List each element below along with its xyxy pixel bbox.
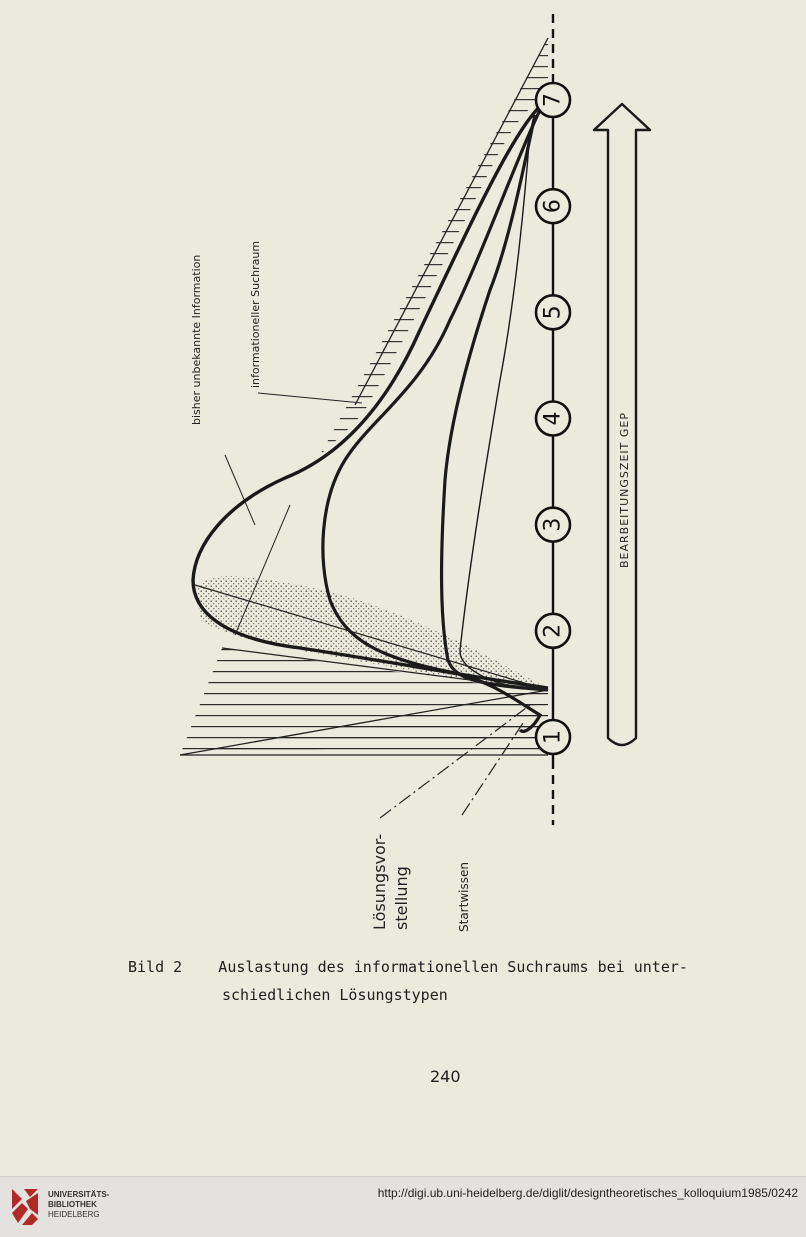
logo-line1: UNIVERSITÄTS- — [48, 1190, 110, 1199]
label-bearbeitungszeit: BEARBEITUNGSZEIT GEP — [618, 412, 631, 568]
stage-number: 3 — [540, 517, 566, 532]
stage-circle-7 — [536, 83, 570, 117]
stage-circle-6 — [536, 189, 570, 223]
label-loesungsvorstellung-line2: stellung — [392, 866, 411, 930]
pointer-line-suchraum — [258, 393, 362, 403]
logo-line2: BIBLIOTHEK — [48, 1200, 97, 1209]
stage-number: 6 — [540, 199, 566, 214]
stage-circle-1 — [536, 720, 570, 754]
hatched-upper-area — [320, 38, 548, 455]
university-library-logo[interactable] — [8, 1185, 42, 1227]
footer-bar — [0, 1176, 806, 1237]
triangle-outline — [355, 38, 548, 405]
third-solution-curve — [442, 115, 548, 690]
figure-caption-line2: schiedlichen Lösungstypen — [222, 986, 448, 1004]
stage-circle-5 — [536, 295, 570, 329]
stage-number: 5 — [540, 305, 566, 320]
source-url-link[interactable]: http://digi.ub.uni-heidelberg.de/diglit/designtheoretisches_kolloquium1985/0242 — [377, 1186, 798, 1200]
stage-number: 4 — [540, 411, 566, 426]
label-startwissen: Startwissen — [457, 862, 471, 932]
stage-number: 7 — [540, 93, 566, 107]
label-bisher-unbekannte-information: bisher unbekannte Information — [190, 254, 203, 425]
label-loesungsvorstellung-line1: Lösungsvor- — [370, 833, 389, 930]
stage-circle-3 — [536, 508, 570, 542]
innermost-curve — [460, 130, 548, 690]
stage-circle-2 — [536, 614, 570, 648]
logo-text — [48, 1190, 109, 1220]
stage-circle-4 — [536, 402, 570, 436]
logo-line3: HEIDELBERG — [48, 1210, 100, 1219]
stage-number: 2 — [540, 623, 566, 638]
label-informationeller-suchraum: informationeller Suchraum — [249, 240, 262, 388]
stage-number: 1 — [540, 730, 566, 744]
page-number: 240 — [430, 1067, 461, 1086]
figure-caption-line1: Bild 2 Auslastung des informationellen Suchraums bei unter- — [128, 958, 688, 976]
